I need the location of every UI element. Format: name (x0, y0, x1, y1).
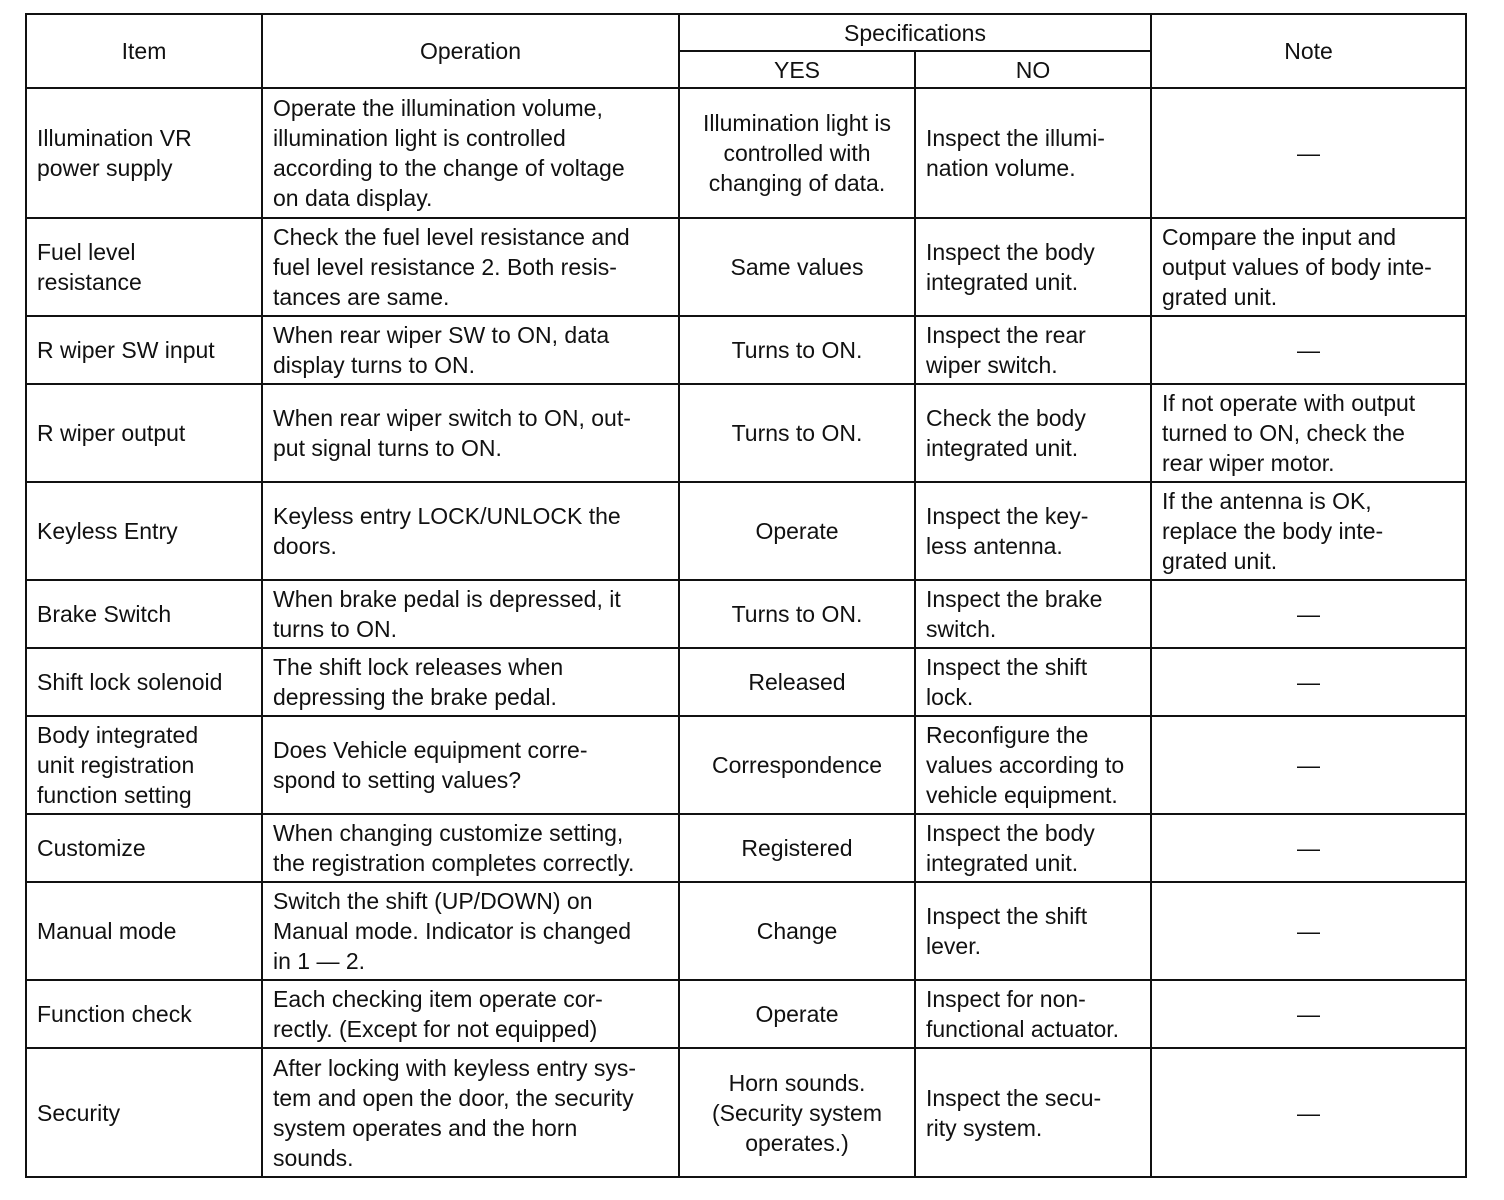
cell-operation: When rear wiper SW to ON, data display turns to ON. (262, 316, 679, 384)
specification-table (25, 13, 1467, 1178)
cell-yes: Turns to ON. (679, 316, 915, 384)
cell-yes: Operate (679, 980, 915, 1048)
cell-item: R wiper SW input (26, 316, 262, 384)
cell-item: Body integrated unit registration function setting (26, 716, 262, 814)
cell-operation: When changing customize setting, the registration completes correctly. (262, 814, 679, 882)
header-row-top (26, 14, 1466, 51)
table-row (26, 882, 1466, 980)
cell-operation: After locking with keyless entry sys- tem and open the door, the security system operates and the horn sounds. (262, 1048, 679, 1177)
cell-note: — (1151, 716, 1466, 814)
cell-note: — (1151, 882, 1466, 980)
cell-yes: Turns to ON. (679, 384, 915, 482)
cell-no: Inspect for non- functional actuator. (915, 980, 1151, 1048)
cell-note: — (1151, 980, 1466, 1048)
header-note: Note (1151, 14, 1466, 88)
table-row (26, 218, 1466, 316)
header-operation: Operation (262, 14, 679, 88)
cell-note: If not operate with output turned to ON, check the rear wiper motor. (1151, 384, 1466, 482)
table-row (26, 1048, 1466, 1177)
cell-yes: Same values (679, 218, 915, 316)
table-header (26, 14, 1466, 88)
cell-operation: When rear wiper switch to ON, out- put signal turns to ON. (262, 384, 679, 482)
table-row (26, 384, 1466, 482)
cell-no: Inspect the rear wiper switch. (915, 316, 1151, 384)
cell-yes: Turns to ON. (679, 580, 915, 648)
cell-no: Inspect the body integrated unit. (915, 218, 1151, 316)
cell-note: — (1151, 88, 1466, 218)
cell-no: Inspect the shift lever. (915, 882, 1151, 980)
cell-operation: When brake pedal is depressed, it turns to ON. (262, 580, 679, 648)
cell-note: — (1151, 648, 1466, 716)
cell-yes: Operate (679, 482, 915, 580)
cell-item: Manual mode (26, 882, 262, 980)
table-row (26, 316, 1466, 384)
header-specifications: Specifications (679, 14, 1151, 51)
cell-note: — (1151, 316, 1466, 384)
cell-no: Reconfigure the values according to vehicle equipment. (915, 716, 1151, 814)
cell-operation: Does Vehicle equipment corre- spond to setting values? (262, 716, 679, 814)
cell-item: Shift lock solenoid (26, 648, 262, 716)
cell-yes: Horn sounds. (Security system operates.) (679, 1048, 915, 1177)
cell-note: — (1151, 1048, 1466, 1177)
cell-item: R wiper output (26, 384, 262, 482)
cell-yes: Change (679, 882, 915, 980)
cell-note: — (1151, 580, 1466, 648)
cell-no: Inspect the secu- rity system. (915, 1048, 1151, 1177)
cell-item: Security (26, 1048, 262, 1177)
cell-operation: Operate the illumination volume, illumination light is controlled according to the change of voltage on data display. (262, 88, 679, 218)
cell-no: Inspect the shift lock. (915, 648, 1151, 716)
table-row (26, 648, 1466, 716)
cell-item: Customize (26, 814, 262, 882)
header-no: NO (915, 51, 1151, 88)
table-row (26, 814, 1466, 882)
cell-note: If the antenna is OK, replace the body inte- grated unit. (1151, 482, 1466, 580)
table-body (26, 88, 1466, 1177)
cell-item: Keyless Entry (26, 482, 262, 580)
cell-yes: Released (679, 648, 915, 716)
table-row (26, 716, 1466, 814)
table-row (26, 88, 1466, 218)
cell-operation: Check the fuel level resistance and fuel level resistance 2. Both resis- tances are same. (262, 218, 679, 316)
cell-item: Fuel level resistance (26, 218, 262, 316)
cell-yes: Correspondence (679, 716, 915, 814)
cell-operation: Keyless entry LOCK/UNLOCK the doors. (262, 482, 679, 580)
table-row (26, 482, 1466, 580)
cell-no: Inspect the illumi- nation volume. (915, 88, 1151, 218)
cell-operation: Switch the shift (UP/DOWN) on Manual mode. Indicator is changed in 1 — 2. (262, 882, 679, 980)
cell-yes: Registered (679, 814, 915, 882)
cell-operation: Each checking item operate cor- rectly. (Except for not equipped) (262, 980, 679, 1048)
cell-no: Check the body integrated unit. (915, 384, 1151, 482)
cell-no: Inspect the body integrated unit. (915, 814, 1151, 882)
cell-yes: Illumination light is controlled with changing of data. (679, 88, 915, 218)
cell-item: Illumination VR power supply (26, 88, 262, 218)
table-row (26, 980, 1466, 1048)
cell-note: Compare the input and output values of body inte- grated unit. (1151, 218, 1466, 316)
table-row (26, 580, 1466, 648)
header-yes: YES (679, 51, 915, 88)
cell-item: Brake Switch (26, 580, 262, 648)
cell-item: Function check (26, 980, 262, 1048)
cell-note: — (1151, 814, 1466, 882)
header-item: Item (26, 14, 262, 88)
cell-operation: The shift lock releases when depressing the brake pedal. (262, 648, 679, 716)
cell-no: Inspect the brake switch. (915, 580, 1151, 648)
cell-no: Inspect the key- less antenna. (915, 482, 1151, 580)
